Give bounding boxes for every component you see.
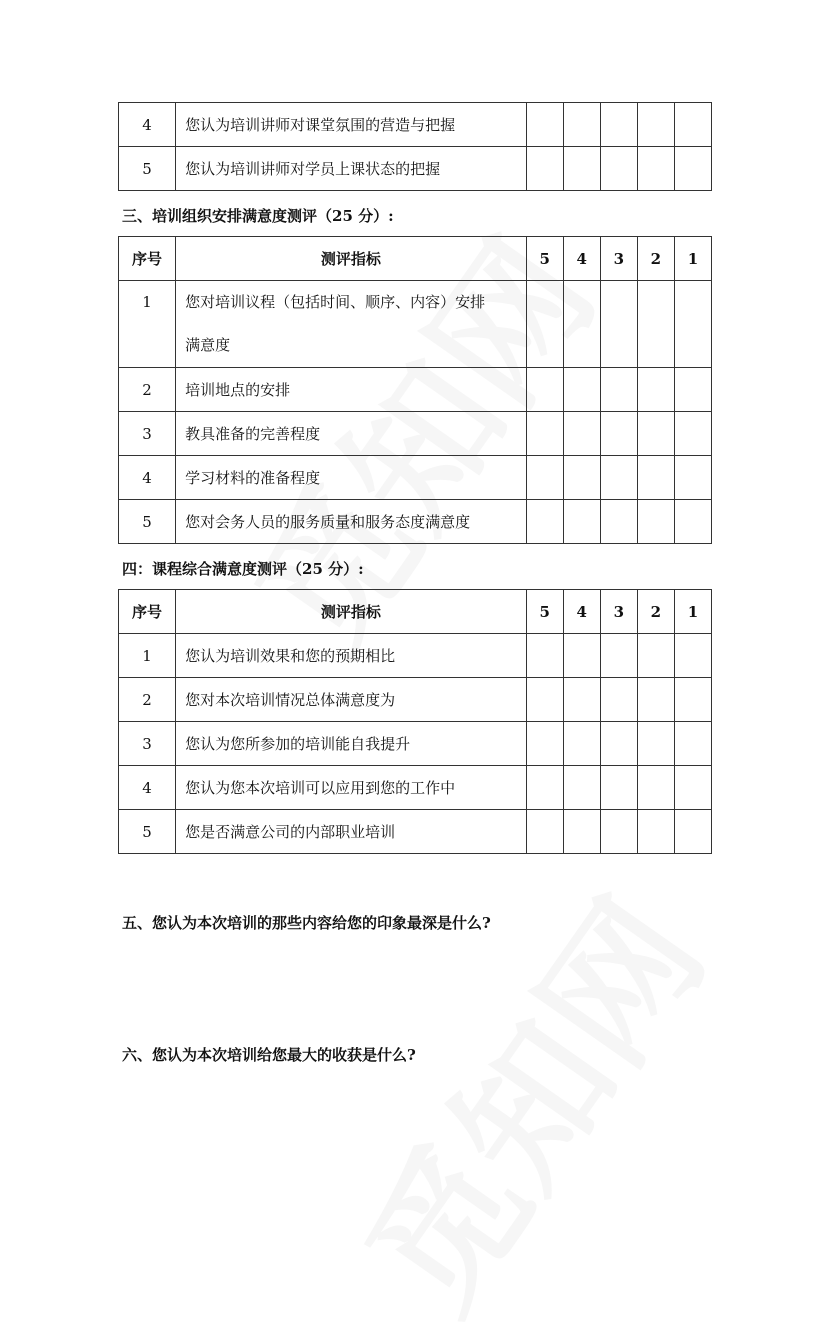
- row-number: 1: [119, 634, 176, 678]
- score-cell[interactable]: [600, 147, 637, 191]
- score-cell[interactable]: [674, 678, 711, 722]
- score-cell[interactable]: [637, 766, 674, 810]
- score-cell[interactable]: [637, 103, 674, 147]
- row-number: 5: [119, 810, 176, 854]
- score-cell[interactable]: [637, 281, 674, 368]
- score-cell[interactable]: [637, 810, 674, 854]
- table-section3: [118, 236, 712, 544]
- score-cell[interactable]: [600, 634, 637, 678]
- score-cell[interactable]: [637, 634, 674, 678]
- score-cell[interactable]: [637, 368, 674, 412]
- table-header-row: [119, 237, 712, 281]
- header-indicator: 测评指标: [176, 590, 527, 634]
- score-cell[interactable]: [526, 368, 563, 412]
- score-cell[interactable]: [600, 368, 637, 412]
- score-cell[interactable]: [600, 722, 637, 766]
- table-row: [119, 810, 712, 854]
- indicator-text: 学习材料的准备程度: [176, 456, 527, 500]
- indicator-text: 您认为培训效果和您的预期相比: [176, 634, 527, 678]
- header-score-4: 4: [563, 590, 600, 634]
- table-row: [119, 634, 712, 678]
- score-cell[interactable]: [526, 500, 563, 544]
- indicator-text: 您认为您所参加的培训能自我提升: [176, 722, 527, 766]
- score-cell[interactable]: [563, 147, 600, 191]
- row-number: 3: [119, 412, 176, 456]
- score-cell[interactable]: [674, 412, 711, 456]
- table-section4: [118, 589, 712, 854]
- score-cell[interactable]: [674, 456, 711, 500]
- score-cell[interactable]: [600, 281, 637, 368]
- table-row: [119, 103, 712, 147]
- score-cell[interactable]: [526, 766, 563, 810]
- row-number: 2: [119, 368, 176, 412]
- score-cell[interactable]: [526, 456, 563, 500]
- score-cell[interactable]: [600, 678, 637, 722]
- table-row: [119, 456, 712, 500]
- table-row: [119, 678, 712, 722]
- score-cell[interactable]: [526, 412, 563, 456]
- score-cell[interactable]: [674, 766, 711, 810]
- table-row: [119, 766, 712, 810]
- score-cell[interactable]: [526, 678, 563, 722]
- row-number: 2: [119, 678, 176, 722]
- score-cell[interactable]: [526, 281, 563, 368]
- row-number: 4: [119, 456, 176, 500]
- score-cell[interactable]: [563, 368, 600, 412]
- score-cell[interactable]: [563, 634, 600, 678]
- row-number: 4: [119, 766, 176, 810]
- score-cell[interactable]: [674, 147, 711, 191]
- score-cell[interactable]: [674, 103, 711, 147]
- score-cell[interactable]: [563, 500, 600, 544]
- header-score-2: 2: [637, 237, 674, 281]
- score-cell[interactable]: [526, 103, 563, 147]
- indicator-line: 您对培训议程（包括时间、顺序、内容）安排: [185, 293, 486, 311]
- section3-title: 三、培训组织安排满意度测评（25 分）:: [122, 207, 394, 225]
- row-number: 5: [119, 147, 176, 191]
- table-header-row: [119, 590, 712, 634]
- score-cell[interactable]: [674, 368, 711, 412]
- score-cell[interactable]: [600, 103, 637, 147]
- header-score-3: 3: [600, 590, 637, 634]
- score-cell[interactable]: [526, 634, 563, 678]
- table-row: [119, 722, 712, 766]
- indicator-text: 您是否满意公司的内部职业培训: [176, 810, 527, 854]
- score-cell[interactable]: [526, 810, 563, 854]
- header-score-5: 5: [526, 590, 563, 634]
- header-score-3: 3: [600, 237, 637, 281]
- score-cell[interactable]: [563, 281, 600, 368]
- score-cell[interactable]: [637, 456, 674, 500]
- header-no: 序号: [119, 590, 176, 634]
- score-cell[interactable]: [637, 412, 674, 456]
- score-cell[interactable]: [526, 147, 563, 191]
- header-score-5: 5: [526, 237, 563, 281]
- header-score-2: 2: [637, 590, 674, 634]
- section4-title: 四：课程综合满意度测评（25 分）:: [122, 560, 364, 578]
- score-cell[interactable]: [637, 500, 674, 544]
- score-cell[interactable]: [600, 500, 637, 544]
- header-score-1: 1: [674, 590, 711, 634]
- score-cell[interactable]: [637, 678, 674, 722]
- header-score-1: 1: [674, 237, 711, 281]
- score-cell[interactable]: [526, 722, 563, 766]
- score-cell[interactable]: [563, 722, 600, 766]
- score-cell[interactable]: [674, 281, 711, 368]
- score-cell[interactable]: [674, 634, 711, 678]
- score-cell[interactable]: [674, 722, 711, 766]
- score-cell[interactable]: [600, 766, 637, 810]
- indicator-line: 满意度: [185, 336, 231, 354]
- row-number: 5: [119, 500, 176, 544]
- score-cell[interactable]: [563, 103, 600, 147]
- header-indicator: 测评指标: [176, 237, 527, 281]
- table-section2-continued: [118, 102, 712, 191]
- score-cell[interactable]: [600, 456, 637, 500]
- score-cell[interactable]: [637, 722, 674, 766]
- indicator-text: 您认为培训讲师对课堂氛围的营造与把握: [176, 103, 527, 147]
- score-cell[interactable]: [563, 810, 600, 854]
- score-cell[interactable]: [674, 810, 711, 854]
- score-cell[interactable]: [600, 412, 637, 456]
- section5-question: 五、您认为本次培训的那些内容给您的印象最深是什么?: [122, 914, 491, 932]
- row-number: 3: [119, 722, 176, 766]
- score-cell[interactable]: [600, 810, 637, 854]
- table-row: [119, 281, 712, 368]
- score-cell[interactable]: [563, 766, 600, 810]
- indicator-text: 您对本次培训情况总体满意度为: [176, 678, 527, 722]
- indicator-text: [176, 281, 527, 368]
- score-cell[interactable]: [563, 456, 600, 500]
- table-row: [119, 412, 712, 456]
- header-score-4: 4: [563, 237, 600, 281]
- row-number: 4: [119, 103, 176, 147]
- indicator-text: 您认为您本次培训可以应用到您的工作中: [176, 766, 527, 810]
- row-number: 1: [119, 281, 176, 368]
- score-cell[interactable]: [637, 147, 674, 191]
- indicator-text: 培训地点的安排: [176, 368, 527, 412]
- indicator-text: 教具准备的完善程度: [176, 412, 527, 456]
- indicator-text: 您对会务人员的服务质量和服务态度满意度: [176, 500, 527, 544]
- header-no: 序号: [119, 237, 176, 281]
- table-row: [119, 500, 712, 544]
- table-row: [119, 368, 712, 412]
- score-cell[interactable]: [563, 678, 600, 722]
- indicator-text: 您认为培训讲师对学员上课状态的把握: [176, 147, 527, 191]
- score-cell[interactable]: [563, 412, 600, 456]
- table-row: [119, 147, 712, 191]
- section6-question: 六、您认为本次培训给您最大的收获是什么?: [122, 1046, 416, 1064]
- score-cell[interactable]: [674, 500, 711, 544]
